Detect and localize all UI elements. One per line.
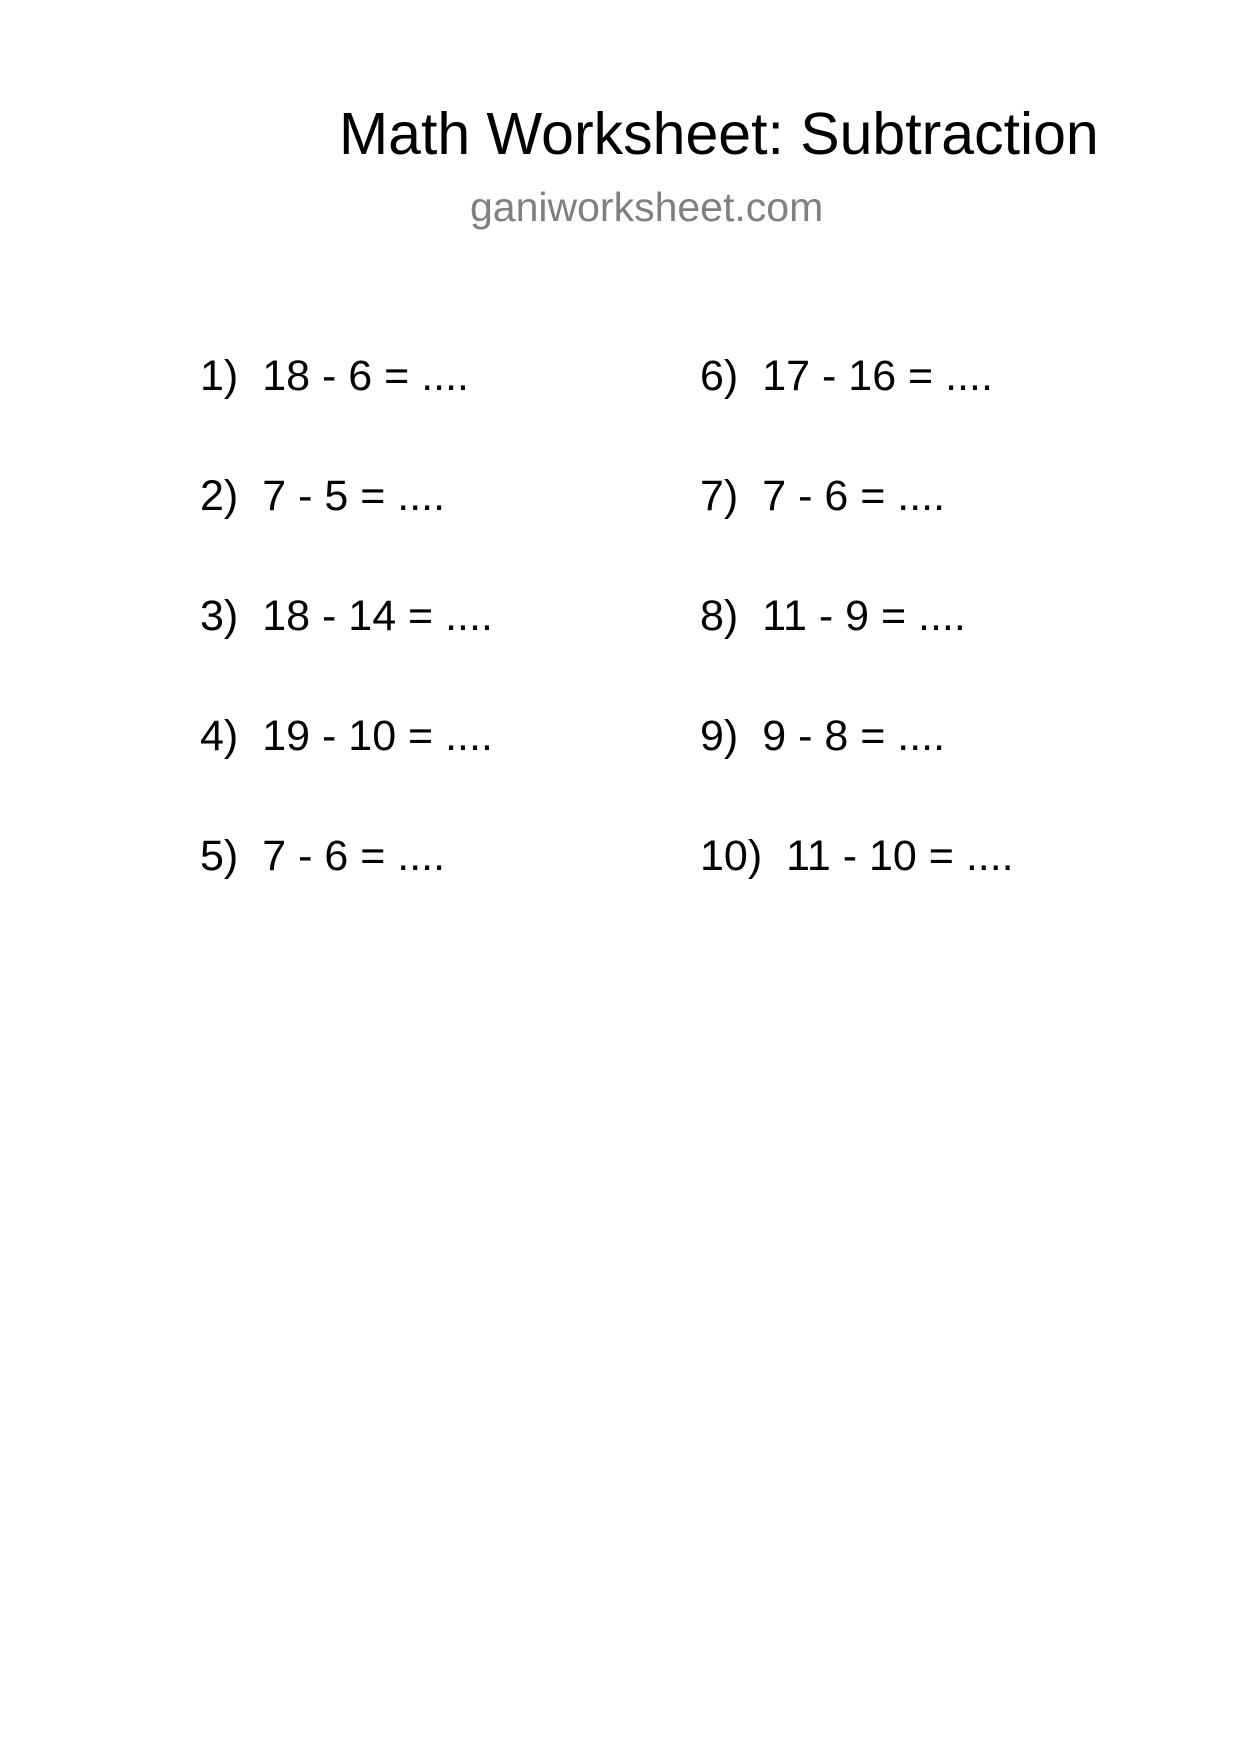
problem-item [200,351,469,401]
problem-item [200,471,445,521]
problem-item [700,591,966,641]
problem-expression: 11 - 9 = .... [762,592,966,640]
problem-expression: 19 - 10 = .... [262,712,493,760]
problem-expression: 18 - 6 = .... [262,352,469,400]
problem-number: 8) [700,592,739,640]
problem-expression: 7 - 6 = .... [762,472,946,520]
problem-number: 2) [200,472,239,520]
problem-item [200,711,493,761]
problem-expression: 7 - 5 = .... [262,472,446,520]
problem-expression: 7 - 6 = .... [262,832,446,880]
problem-item [700,471,945,521]
page-title: Math Worksheet: Subtraction [339,101,1099,167]
problem-number: 3) [200,592,239,640]
problem-item [700,351,993,401]
problem-number: 1) [200,352,239,400]
problem-expression: 11 - 10 = .... [786,832,1014,880]
problem-expression: 18 - 14 = .... [262,592,493,640]
problem-number: 5) [200,832,239,880]
problem-item [700,831,1014,881]
problem-expression: 9 - 8 = .... [762,712,946,760]
problem-number: 10) [700,832,763,880]
source-site: ganiworksheet.com [470,184,824,230]
problem-number: 6) [700,352,739,400]
problem-item [700,711,945,761]
problem-item [200,591,493,641]
problem-item [200,831,445,881]
problem-number: 9) [700,712,739,760]
problem-number: 7) [700,472,739,520]
problem-expression: 17 - 16 = .... [762,352,993,400]
problem-number: 4) [200,712,239,760]
